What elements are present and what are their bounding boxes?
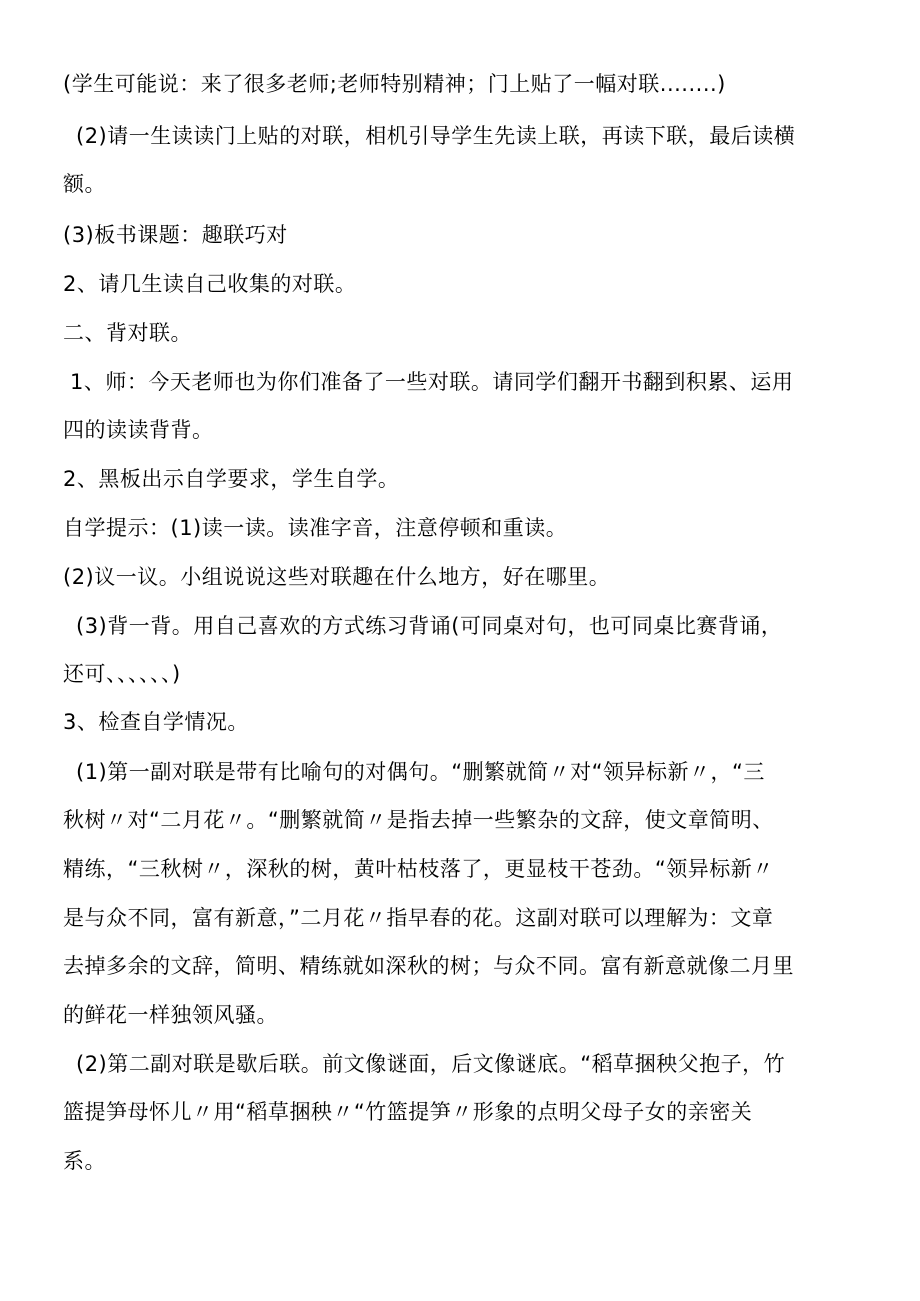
text-line: 还可、、、、、、) (63, 662, 181, 686)
text-line: (2)第二副对联是歇后联。前文像谜面，后文像谜底。“稻草捆秧父抱子，竹 (76, 1052, 786, 1076)
text-line: 额。 (63, 172, 106, 196)
text-line: 系。 (63, 1149, 106, 1173)
text-line: 四的读读背背。 (63, 418, 214, 442)
text-line: (学生可能说：来了很多老师;老师特别精神；门上贴了一幅对联........) (63, 72, 726, 96)
text-line: (3)背一背。用自己喜欢的方式练习背诵(可同桌对句，也可同桌比赛背诵， (76, 614, 783, 638)
text-line: 去掉多余的文辞，简明、精练就如深秋的树；与众不同。富有新意就像二月里 (63, 954, 794, 978)
text-line: 的鲜花一样独领风骚。 (63, 1003, 278, 1027)
text-line: 自学提示：(1)读一读。读准字音，注意停顿和重读。 (63, 516, 568, 540)
text-line: 3、检查自学情况。 (63, 710, 249, 734)
text-line: 精练，“三秋树〃，深秋的树，黄叶枯枝落了，更显枝干苍劲。“领异标新〃 (63, 857, 774, 881)
text-line: 是与众不同，富有新意，”二月花〃指早春的花。这副对联可以理解为：文章 (63, 906, 774, 930)
text-line: (2)议一议。小组说说这些对联趣在什么地方，好在哪里。 (63, 565, 611, 589)
text-line: 二、背对联。 (63, 321, 192, 345)
text-line: (1)第一副对联是带有比喻句的对偶句。“删繁就简〃对“领异标新〃，“三 (76, 760, 765, 784)
text-line: 秋树〃对“二月花〃。“删繁就简〃是指去掉一些繁杂的文辞，使文章简明、 (63, 808, 774, 832)
text-line: 1、师：今天老师也为你们准备了一些对联。请同学们翻开书翻到积累、运用 (70, 370, 794, 394)
text-line: (3)板书课题：趣联巧对 (63, 223, 288, 247)
text-line: 2、请几生读自己收集的对联。 (63, 272, 357, 296)
text-line: 2、黑板出示自学要求，学生自学。 (63, 467, 400, 491)
text-line: (2)请一生读读门上贴的对联，相机引导学生先读上联，再读下联，最后读横 (76, 124, 796, 148)
text-line: 篮提笋母怀儿〃用“稻草捆秧〃“竹篮提笋〃形象的点明父母子女的亲密关 (63, 1100, 753, 1124)
